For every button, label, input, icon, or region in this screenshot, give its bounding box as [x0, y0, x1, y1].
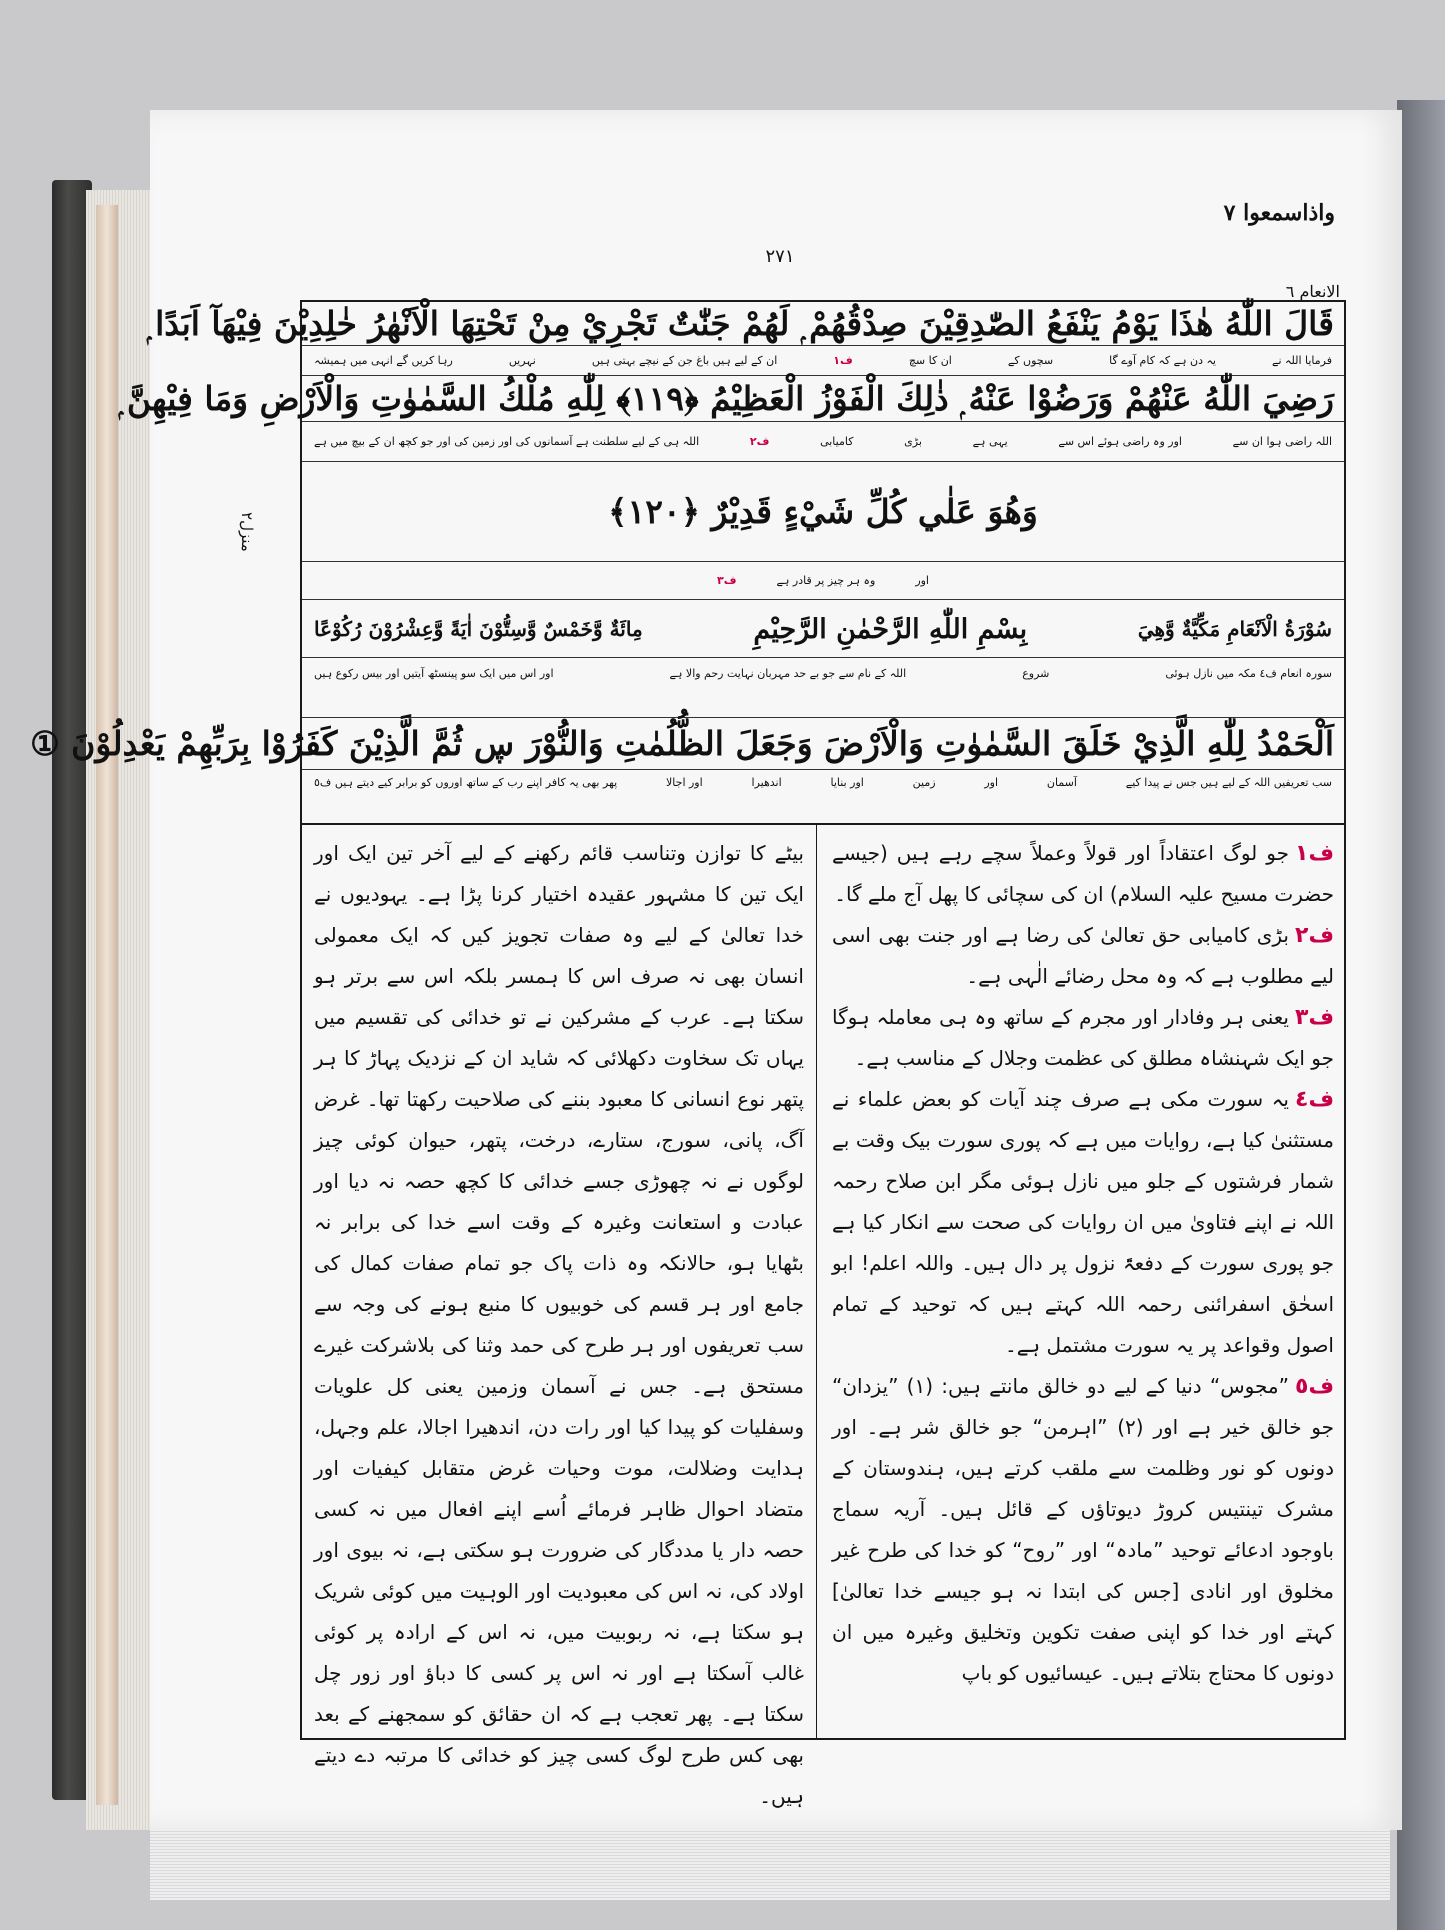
gloss-word: اور	[984, 776, 999, 789]
basmala: بِسْمِ اللّٰهِ الرَّحْمٰنِ الرَّحِيْمِ	[753, 613, 1028, 645]
word-gloss	[302, 658, 1344, 688]
gloss-word: نہریں	[508, 354, 536, 367]
gloss-word: ان کے لیے ہیں باغ جن کے نیچے بہتی ہیں	[591, 354, 778, 367]
gloss-word: ف١	[833, 354, 853, 367]
surah-name-header: الانعام ٦	[1285, 282, 1340, 301]
footnote	[832, 1079, 1334, 1366]
footnote-marker: ف١	[1295, 841, 1334, 866]
gloss-word: اندھیرا	[751, 776, 782, 789]
gloss-word: یہی ہے	[972, 435, 1008, 448]
footnote	[832, 997, 1334, 1079]
gloss-word: اللہ ہی کے لیے سلطنت ہے آسمانوں کی اور زمین کی اور جو کچھ ان کے بیچ میں ہے	[314, 435, 700, 448]
footnote	[832, 915, 1334, 997]
gloss-word: اللہ راضی ہوا ان سے	[1232, 435, 1332, 448]
arabic-text: قَالَ اللّٰهُ هٰذَا يَوْمُ يَنْفَعُ الصّٰدِقِيْنَ صِدْقُهُمْ ۭ لَهُمْ جَنّٰتٌ تَجْرِيْ مِنْ تَحْتِهَا الْاَنْهٰرُ خٰلِدِيْنَ فِيْهَآ اَبَدًا ۭ	[146, 304, 1334, 343]
commentary-left-column	[314, 833, 804, 1808]
footnote-text: ”مجوس“ دنیا کے لیے دو خالق مانتے ہیں: (١) ”یزدان“ جو خالق خیر ہے اور (٢) ”اہرمن“ جو خالق شر ہے۔ اور دونوں کو نور وظلمت سے ملقب کرتے ہیں، ہندوستان کے مشرک تینتیس کروڑ دیوتاؤں کے قائل ہیں۔ آریہ سماج باوجود ادعائے توحید ”مادہ“ اور ”روح“ کو خدا کی طرح غیر مخلوق اور انادی [جس کی ابتدا نہ ہو جیسے خدا تعالیٰ] کہتے اور خدا کو اپنی صفت تکوین وتخلیق وغیرہ میں ان دونوں کا محتاج بتلاتے ہیں۔ عیسائیوں کو باپ	[832, 1374, 1335, 1685]
gloss-word: فرمایا اللہ نے	[1272, 354, 1332, 367]
page-gilt-edge	[96, 205, 118, 1805]
gloss-word: اور اجالا	[666, 776, 703, 789]
gloss-line-3	[302, 562, 1344, 600]
gloss-word: سچوں کے	[1007, 354, 1054, 367]
commentary-right-column	[832, 833, 1334, 1733]
gloss-word: ف٢	[749, 435, 770, 448]
column-divider	[816, 825, 817, 1738]
gloss-word: وہ ہر چیز پر قادر ہے	[776, 574, 876, 587]
footnote	[832, 833, 1334, 915]
gloss-word: یہ دن ہے کہ کام آوے گا	[1109, 354, 1216, 367]
gloss-word: ان کا سچ	[908, 354, 952, 367]
gloss-word: سب تعریفیں اللہ کے لیے ہیں جس نے پیدا کیے	[1125, 776, 1332, 789]
gloss-word: اور	[915, 574, 929, 587]
surah-banner-content	[302, 600, 1344, 658]
arabic-text: اَلْحَمْدُ لِلّٰهِ الَّذِيْ خَلَقَ السَّمٰوٰتِ وَالْاَرْضَ وَجَعَلَ الظُّلُمٰتِ وَالنُّوْرَ ڛ ثُمَّ الَّذِيْنَ كَفَرُوْا بِرَبِّهِمْ يَعْدِلُوْنَ ①	[30, 724, 1334, 763]
footnote-text: بڑی کامیابی حق تعالیٰ کی رضا ہے اور جنت بھی اسی لیے مطلوب ہے کہ وہ محل رضائے الٰہی ہے۔	[832, 923, 1334, 988]
gloss-line-1	[302, 346, 1344, 376]
verse-line-4	[30, 718, 1344, 770]
surah-gloss	[302, 658, 1344, 718]
surah-title: سُوْرَةُ الْاَنْعَامِ مَكِّيَّةٌ وَّهِيَ	[1137, 617, 1332, 641]
footnote-marker: ف٢	[1295, 923, 1334, 948]
footnote-text: جو لوگ اعتقاداً اور قولاً وعملاً سچے رہے ہیں (جیسے حضرت مسیح علیہ السلام) ان کی سچائی کا پھل آج ملے گا۔	[832, 841, 1334, 906]
verse-line-2	[118, 376, 1344, 422]
page-edges-bottom	[150, 1820, 1390, 1900]
surah-banner	[302, 600, 1344, 658]
ayah-count: مِائَةٌ وَّخَمْسٌ وَّسِتُّوْنَ اٰيَةً وَّعِشْرُوْنَ رُكُوْعًا	[314, 617, 643, 641]
footnote	[832, 1366, 1334, 1694]
verse-line-3	[302, 462, 1344, 562]
gloss-word: سورہ انعام ف٤ مکہ میں نازل ہوئی	[1165, 667, 1332, 680]
verse-line-1	[146, 302, 1344, 346]
gloss-word: اللہ کے نام سے جو بے حد مہربان نہایت رحم والا ہے	[669, 667, 907, 680]
word-gloss	[302, 770, 1344, 796]
running-head: واذاسمعوا ٧	[1223, 200, 1335, 226]
gloss-word: رہا کریں گے انہی میں ہمیشہ	[314, 354, 453, 367]
gloss-line-4	[302, 770, 1344, 823]
gloss-word: اور بنایا	[830, 776, 864, 789]
commentary-paragraph: بیٹے کا توازن وتناسب قائم رکھنے کے لیے آخر تین ایک اور ایک تین کا مشہور عقیدہ اختیار کرنا پڑا ہے۔ یہودیوں نے خدا تعالیٰ کے لیے وہ صفات تجویز کیں کہ ایک معمولی انسان بھی نہ صرف اس کا ہمسر بلکہ اس سے برتر ہو سکتا ہے۔ عرب کے مشرکین نے تو خدائی کی تقسیم میں یہاں تک سخاوت دکھلائی کہ شاید ان کے نزدیک پہاڑ کا ہر پتھر نوع انسانی کا معبود بننے کی صلاحیت رکھتا تھا۔ غرض آگ، پانی، سورج، ستارے، درخت، پتھر، حیوان کوئی چیز لوگوں نے نہ چھوڑی جسے خدائی کا کچھ حصہ نہ دیا اور عبادت و استعانت وغیرہ کے وقت اسے خدا کی برابر نہ بٹھایا ہو، حالانکہ وہ ذات پاک جو تمام صفات کمال کی جامع اور ہر قسم کی خوبیوں کا منبع ہونے کی وجہ سے سب تعریفوں اور ہر طرح کی حمد وثنا کی بلاشرکت غیرے مستحق ہے۔ جس نے آسمان وزمین یعنی کل علویات وسفلیات کو پیدا کیا اور رات دن، اندھیرا اجالا، علم وجہل، ہدایت وضلالت، موت وحیات غرض متقابل کیفیات اور متضاد احوال ظاہر فرمائے اُسے اپنے افعال میں نہ کسی حصہ دار یا مددگار کی ضرورت ہو سکتی ہے، نہ بیوی اور اولاد کی، نہ اس کی معبودیت اور الوہیت میں کوئی شریک ہو سکتا ہے، نہ ربوبیت میں، نہ اس کے ارادہ پر کوئی غالب آسکتا ہے اور نہ اس پر کسی کا دباؤ اور زور چل سکتا ہے۔ پھر تعجب ہے کہ ان حقائق کو سمجھنے کے بعد بھی کس طرح لوگ کسی چیز کو خدائی کا مرتبہ دے دیتے ہیں۔	[314, 841, 804, 1808]
footnote-text: یہ سورت مکی ہے صرف چند آیات کو بعض علماء نے مستثنیٰ کیا ہے، روایات میں ہے کہ پوری سورت بیک وقت بے شمار فرشتوں کے جلو میں نازل ہوئی مگر ابن صلاح رحمہ اللہ نے اپنے فتاویٰ میں ان روایات کی صحت سے انکار کیا ہے جو پوری سورت کے دفعۃً نزول پر دال ہیں۔ واللہ اعلم! ابو اسحٰق اسفرائنی رحمہ اللہ کہتے ہیں کہ توحید کے تمام اصول وقواعد پر یہ سورت مشتمل ہے۔	[832, 1087, 1334, 1357]
gloss-word: ف٣	[717, 574, 737, 587]
footnote-marker: ف٥	[1295, 1374, 1334, 1399]
gloss-word: پھر بھی یہ کافر اپنے رب کے ساتھ اوروں کو برابر کیے دیتے ہیں ف٥	[314, 776, 618, 789]
arabic-text: رَضِيَ اللّٰهُ عَنْهُمْ وَرَضُوْا عَنْهُ ۭ ذٰلِكَ الْفَوْزُ الْعَظِيْمُ ﴿١١٩﴾ لِلّٰهِ مُلْكُ السَّمٰوٰتِ وَالْاَرْضِ وَمَا فِيْهِنَّ ۭ	[118, 379, 1334, 418]
footnote-marker: ف٤	[1295, 1087, 1334, 1112]
footnote-text: یعنی ہر وفادار اور مجرم کے ساتھ وہ ہی معاملہ ہوگا جو ایک شہنشاہ مطلق کی عظمت وجلال کے مناسب ہے۔	[832, 1005, 1334, 1070]
gloss-word: شروع	[1022, 667, 1050, 680]
gloss-word: آسمان	[1046, 776, 1077, 789]
word-gloss	[302, 346, 1344, 376]
gloss-word: اور اس میں ایک سو پینسٹھ آیتیں اور بیس رکوع ہیں	[314, 667, 554, 680]
footnote-marker: ف٣	[1295, 1005, 1334, 1030]
page-number: ٢٧١	[765, 246, 795, 267]
gloss-word: زمین	[912, 776, 936, 789]
commentary-section	[300, 825, 1346, 1808]
book-cover	[1397, 100, 1445, 1930]
manzil-marker: منزل٢	[238, 512, 256, 552]
gloss-word: کامیابی	[820, 435, 854, 448]
gloss-word: بڑی	[904, 435, 922, 448]
arabic-text: وَهُوَ عَلٰي كُلِّ شَيْءٍ قَدِيْرٌ ﴿١٢٠﴾	[608, 492, 1038, 531]
gloss-line-2	[302, 422, 1344, 462]
word-gloss	[302, 562, 1344, 600]
gloss-word: اور وہ راضی ہوئے اس سے	[1058, 435, 1182, 448]
word-gloss	[302, 422, 1344, 462]
